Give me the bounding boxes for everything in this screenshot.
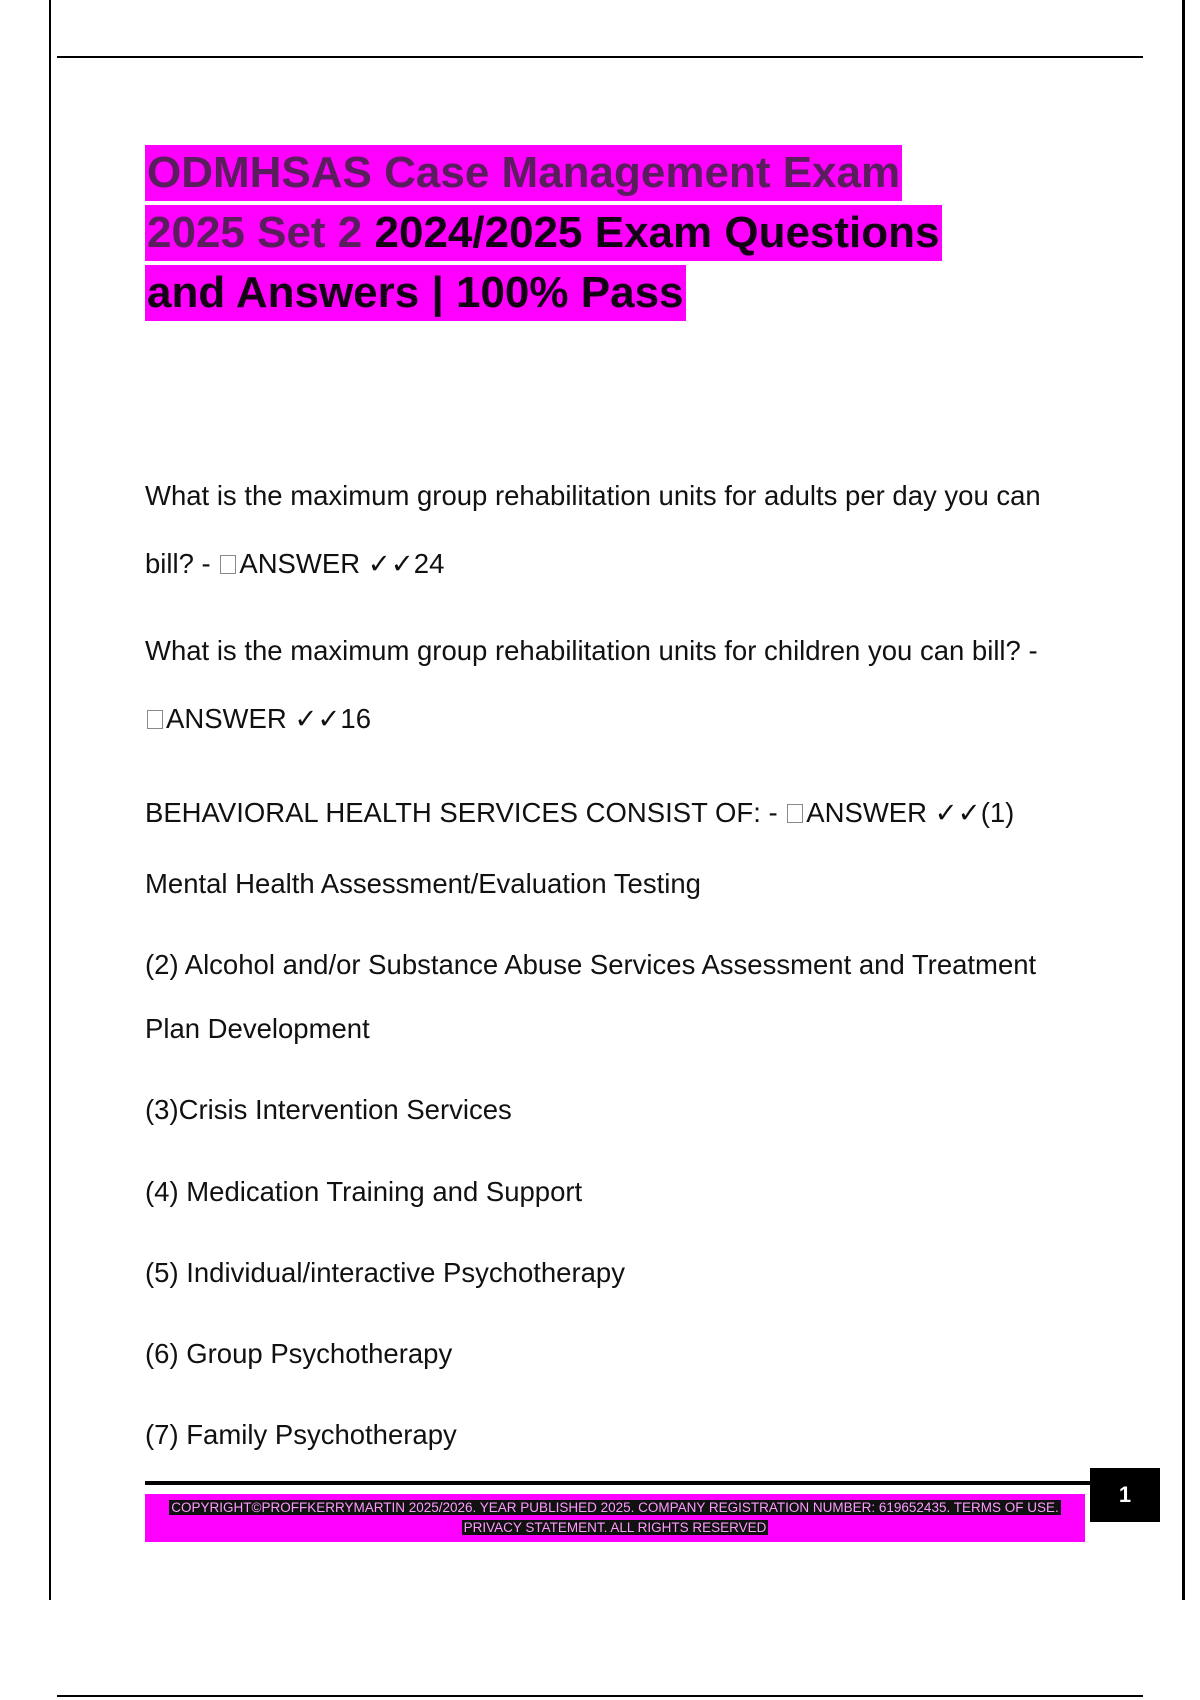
text-line: Mental Health Assessment/Evaluation Testing [145,868,701,899]
footer-rule [145,1481,1090,1485]
text-line: What is the maximum group rehabilitation units for adults per day you can [145,480,1041,511]
checkbox-glyph-icon [787,804,803,823]
checkbox-glyph-icon [220,555,236,574]
text-line: bill? - ANSWER ✓✓24 [145,548,445,579]
text-line: (5) Individual/interactive Psychotherapy [145,1257,625,1288]
title-line-3: and Answers | 100% Pass [145,265,686,321]
bottom-rule [57,1695,1143,1697]
text-line: (3)Crisis Intervention Services [145,1094,512,1125]
text-line: BEHAVIORAL HEALTH SERVICES CONSIST OF: - ANSWER ✓✓(1) [145,797,1015,828]
page-left-border [49,0,51,1600]
header-rule [57,56,1143,58]
document-title [145,145,1045,325]
text-line: (6) Group Psychotherapy [145,1338,453,1369]
text-line: (4) Medication Training and Support [145,1176,583,1207]
title-line-1: ODMHSAS Case Management Exam [145,145,902,201]
text-line: ANSWER ✓✓16 [145,703,371,735]
checkbox-glyph-icon [147,710,163,729]
title-line-2: 2025 Set 2 2024/2025 Exam Questions [145,205,942,261]
page-number: 1 [1090,1468,1160,1522]
text-line: (7) Family Psychotherapy [145,1419,457,1450]
text-line: What is the maximum group rehabilitation units for children you can bill? - [145,635,1038,666]
copyright-footer: COPYRIGHT©PROFFKERRYMARTIN 2025/2026. YEAR PUBLISHED 2025. COMPANY REGISTRATION NUMBER: 619652435. TERMS OF USE. PRIVACY STATEMENT. ALL RIGHTS RESERVED [145,1494,1085,1542]
text-line: (2) Alcohol and/or Substance Abuse Services Assessment and Treatment [145,949,1037,980]
page-right-border [1182,0,1185,1600]
text-line: Plan Development [145,1013,370,1044]
